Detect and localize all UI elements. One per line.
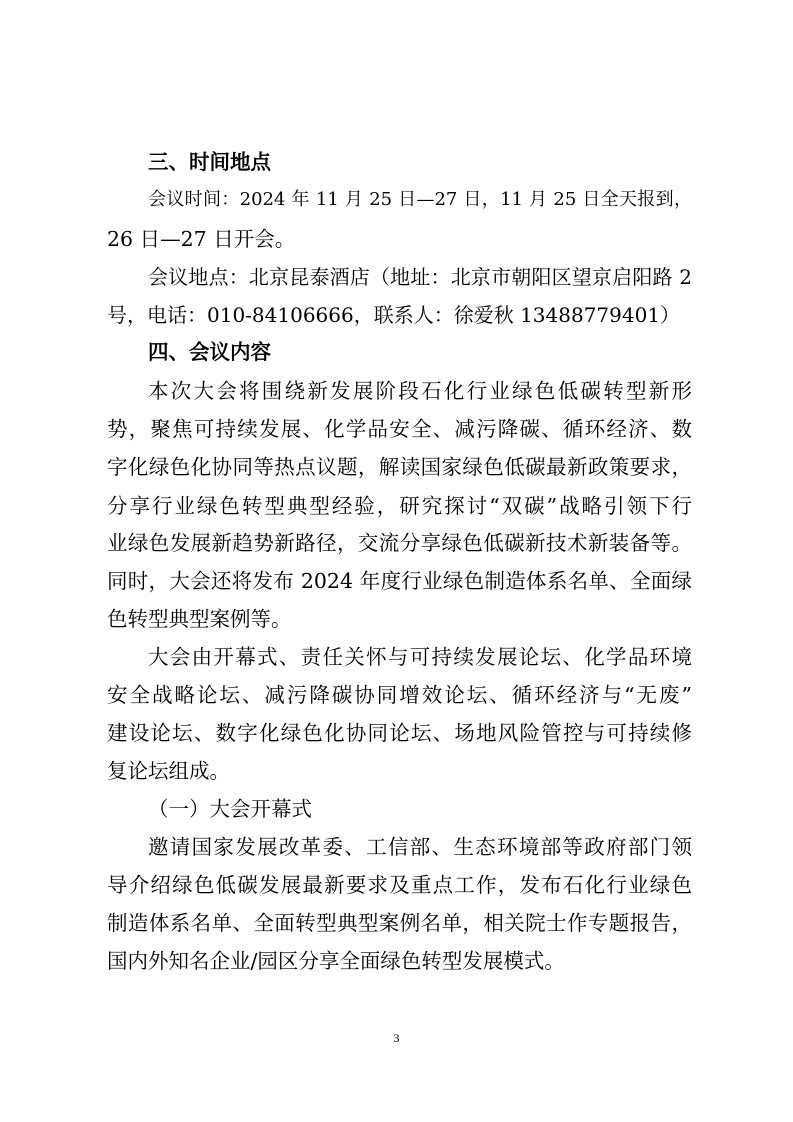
subsection-heading-opening: （一）大会开幕式 [148, 797, 312, 821]
paragraph-line: 业绿色发展新趋势新路径，交流分享绿色低碳新技术新装备等。 [107, 531, 692, 555]
section-heading-content: 四、会议内容 [148, 340, 271, 364]
paragraph-line: 邀请国家发展改革委、工信部、生态环境部等政府部门领 [148, 835, 692, 859]
paragraph-line: 建设论坛、数字化绿色化协同论坛、场地风险管控与可持续修 [107, 721, 692, 745]
paragraph-line: 势，聚焦可持续发展、化学品安全、减污降碳、循环经济、数 [107, 417, 692, 441]
paragraph-line: 分享行业绿色转型典型经验，研究探讨“双碳”战略引领下行 [107, 494, 692, 518]
paragraph-line: 国内外知名企业/园区分享全面绿色转型发展模式。 [107, 949, 565, 973]
paragraph-line: 字化绿色化协同等热点议题，解读国家绿色低碳最新政策要求， [107, 455, 692, 479]
paragraph-line: 制造体系名单、全面转型典型案例名单，相关院士作专题报告， [107, 911, 692, 935]
paragraph-line: 同时，大会还将发布 2024 年度行业绿色制造体系名单、全面绿 [107, 569, 692, 593]
paragraph-line: 本次大会将围绕新发展阶段石化行业绿色低碳转型新形 [148, 379, 692, 403]
meeting-place-line-1: 会议地点：北京昆泰酒店（地址：北京市朝阳区望京启阳路 2 [148, 265, 692, 289]
paragraph-line: 导介绍绿色低碳发展最新要求及重点工作，发布石化行业绿色 [107, 873, 692, 897]
meeting-time-line-2: 26 日—27 日开会。 [107, 227, 296, 251]
paragraph-line: 复论坛组成。 [107, 759, 230, 783]
meeting-place-line-2: 号，电话：010-84106666，联系人：徐爱秋 13488779401） [107, 303, 681, 327]
page-number: 3 [393, 1031, 400, 1045]
paragraph-line: 色转型典型案例等。 [107, 607, 292, 631]
section-heading-time-place: 三、时间地点 [148, 150, 271, 174]
paragraph-line: 安全战略论坛、减污降碳协同增效论坛、循环经济与“无废” [107, 683, 692, 707]
paragraph-line: 大会由开幕式、责任关怀与可持续发展论坛、化学品环境 [148, 645, 692, 669]
meeting-time-line-1: 会议时间：2024 年 11 月 25 日—27 日，11 月 25 日全天报到， [148, 189, 692, 210]
